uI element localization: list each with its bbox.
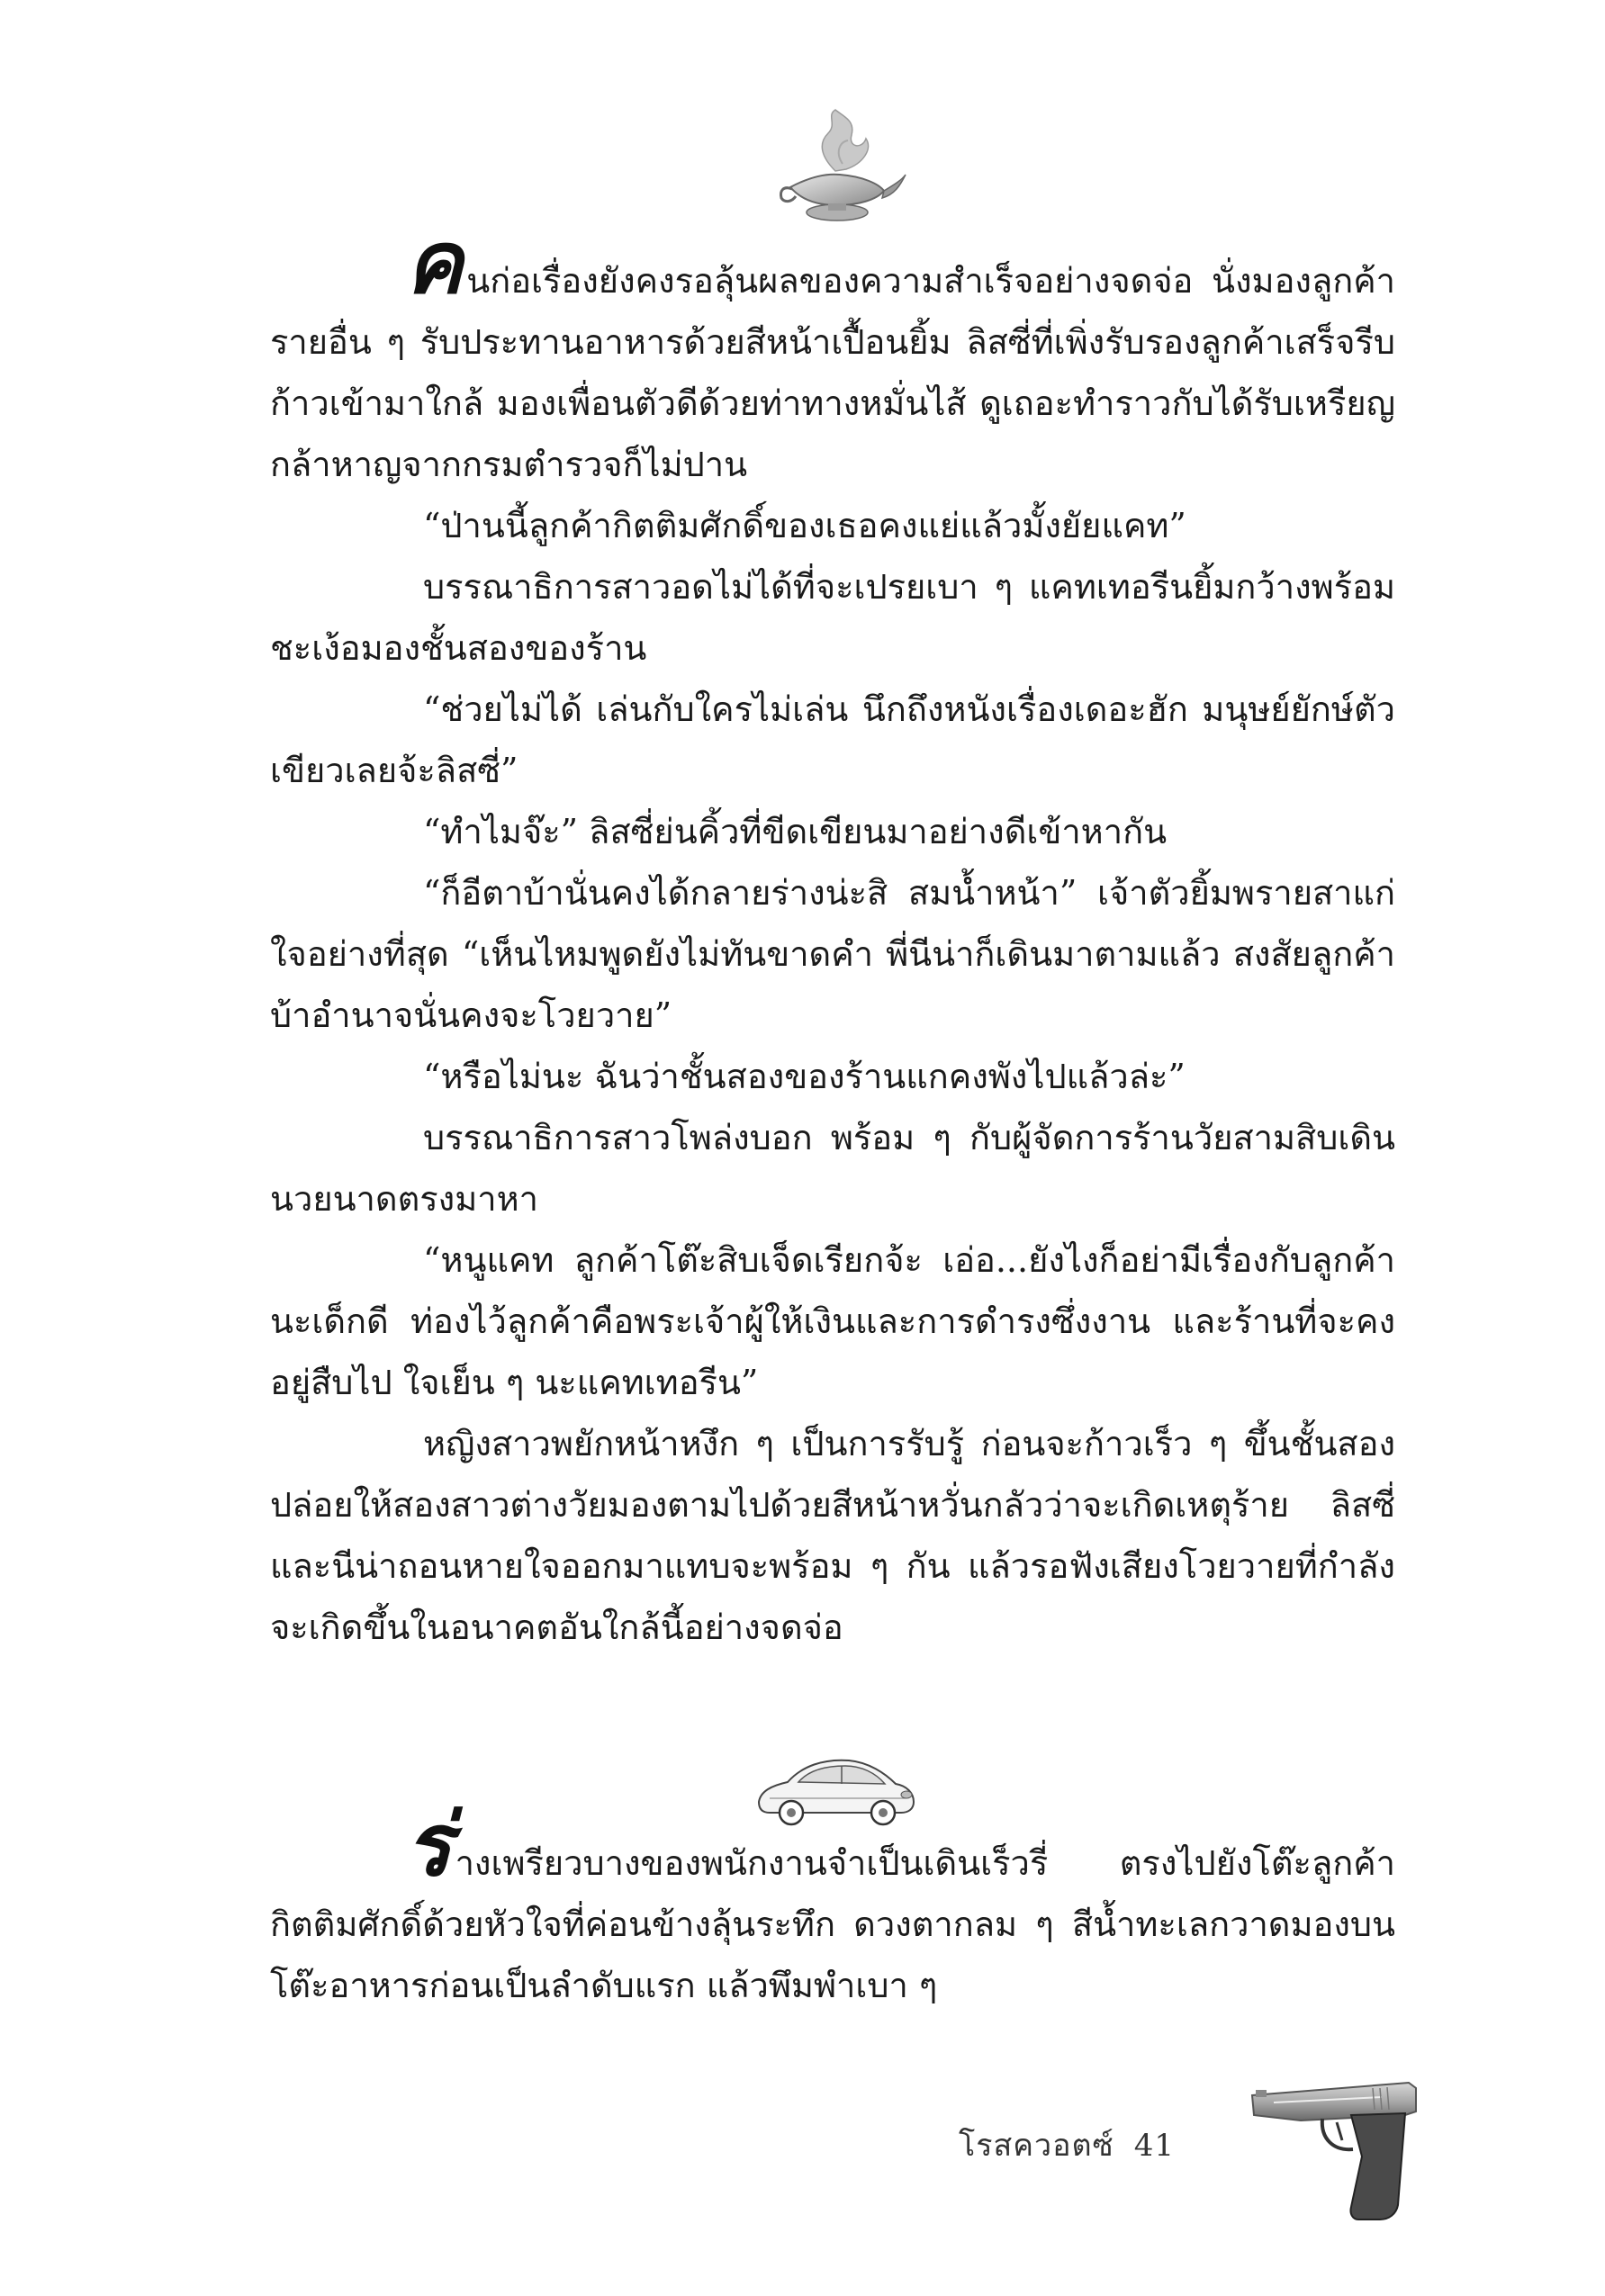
- paragraph: “หนูแคท ลูกค้าโต๊ะสิบเจ็ดเรียกจ้ะ เอ่อ...ยังไงก็อย่ามีเรื่องกับลูกค้านะเด็กดี ท่องไว้ลูกค้าคือพระเจ้าผู้ให้เงินและการดำรงซึ่งงาน และร้านที่จะคงอยู่สืบไป ใจเย็น ๆ นะแคทเทอรีน”: [270, 1240, 1395, 1402]
- paragraph: “ก็อีตาบ้านั่นคงได้กลายร่างน่ะสิ สมน้ำหน้า” เจ้าตัวยิ้มพรายสาแก่ใจอย่างที่สุด “เห็นไหมพูดยังไม่ทันขาดคำ พี่นีน่าก็เดินมาตามแล้ว สงสัยลูกค้าบ้าอำนาจนั่นคงจะโวยวาย”: [270, 873, 1395, 1035]
- section-2: [270, 1795, 1395, 2016]
- paragraph: “ช่วยไม่ได้ เล่นกับใครไม่เล่น นึกถึงหนังเรื่องเดอะฮัก มนุษย์ยักษ์ตัวเขียวเลยจ้ะลิสซี่”: [270, 689, 1395, 790]
- paragraph: คนก่อเรื่องยังคงรอลุ้นผลของความสำเร็จอย่างจดจ่อ นั่งมองลูกค้ารายอื่น ๆ รับประทานอาหารด้วยสีหน้าเปื้อนยิ้ม ลิสซี่ที่เพิ่งรับรองลูกค้าเสร็จรีบก้าวเข้ามาใกล้ มองเพื่อนตัวดีด้วยท่าทางหมั่นไส้ ดูเถอะทำราวกับได้รับเหรียญกล้าหาญจากกรมตำรวจก็ไม่ปาน: [270, 212, 1395, 484]
- page-footer: [959, 2120, 1175, 2169]
- paragraph: บรรณาธิการสาวโพล่งบอก พร้อม ๆ กับผู้จัดการร้านวัยสามสิบเดินนวยนาดตรงมาหา: [270, 1118, 1395, 1219]
- section-1: [270, 212, 1395, 1658]
- paragraph: ร่างเพรียวบางของพนักงานจำเป็นเดินเร็วรี่ ตรงไปยังโต๊ะลูกค้ากิตติมศักดิ์ด้วยหัวใจที่ค่อนข้างลุ้นระทึก ดวงตากลม ๆ สีน้ำทะเลกวาดมองบนโต๊ะอาหารก่อนเป็นลำดับแรก แล้วพึมพำเบา ๆ: [270, 1795, 1395, 2005]
- page-number: 41: [1133, 2128, 1175, 2164]
- genie-lamp-icon: [772, 108, 907, 225]
- paragraph: “หรือไม่นะ ฉันว่าชั้นสองของร้านแกคงพังไปแล้วล่ะ”: [423, 1057, 1186, 1096]
- paragraph: บรรณาธิการสาวอดไม่ได้ที่จะเปรยเบา ๆ แคทเทอรีนยิ้มกว้างพร้อมชะเง้อมองชั้นสองของร้าน: [270, 567, 1395, 668]
- drop-cap: ค: [405, 212, 464, 313]
- paragraph: “ทำไมจ๊ะ” ลิสซี่ย่นคิ้วที่ขีดเขียนมาอย่างดีเข้าหากัน: [423, 812, 1168, 851]
- book-title: โรสควอตซ์: [959, 2128, 1114, 2164]
- paragraph: “ป่านนี้ลูกค้ากิตติมศักดิ์ของเธอคงแย่แล้วมั้งยัยแคท”: [423, 506, 1186, 545]
- paragraph: หญิงสาวพยักหน้าหงึก ๆ เป็นการรับรู้ ก่อนจะก้าวเร็ว ๆ ขึ้นชั้นสอง ปล่อยให้สองสาวต่างวัยมองตามไปด้วยสีหน้าหวั่นกลัวว่าจะเกิดเหตุร้าย ลิสซี่และนีน่าถอนหายใจออกมาแทบจะพร้อม ๆ กัน แล้วรอฟังเสียงโวยวายที่กำลังจะเกิดขึ้นในอนาคตอันใกล้นี้อย่างจดจ่อ: [270, 1424, 1395, 1647]
- drop-cap: ร่: [405, 1795, 452, 1895]
- pistol-icon: [1247, 2070, 1422, 2228]
